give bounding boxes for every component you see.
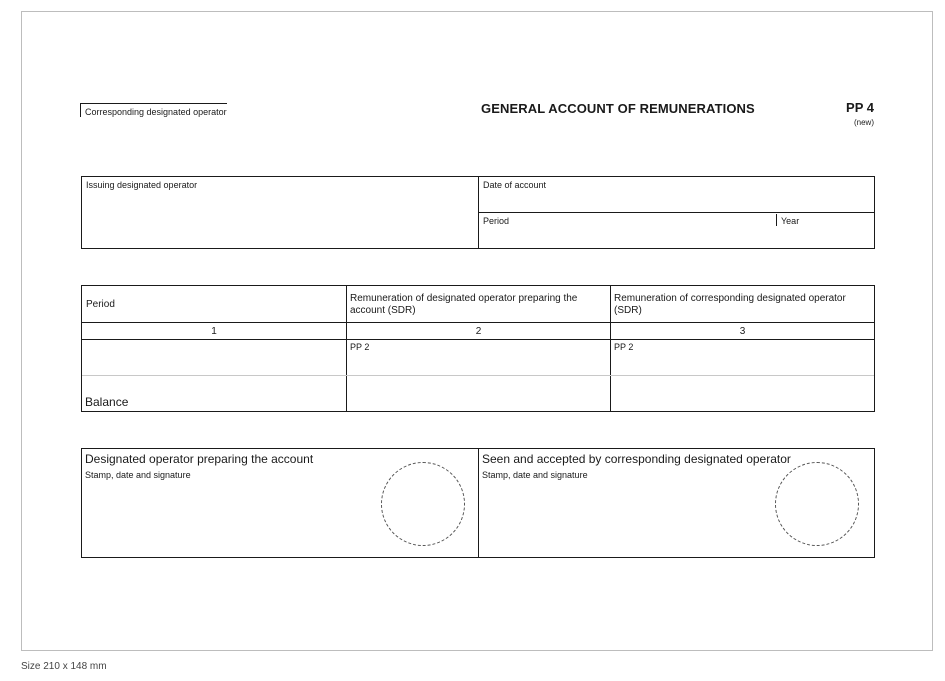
date-of-account-label: Date of account [483,180,547,190]
corresponding-operator-label: Corresponding designated operator [80,103,227,117]
signature-box [81,448,875,558]
stamp-circle-icon [775,462,859,546]
period-cell[interactable] [82,340,346,375]
balance-label: Balance [85,395,129,409]
year-field[interactable] [781,213,875,248]
size-note: Size 210 x 148 mm [21,661,107,672]
header-period: Period [86,299,115,310]
corresponding-operator-title: Seen and accepted by corresponding designated operator [482,452,791,466]
operator-details-box [81,176,875,249]
header-remuneration-corresponding: Remuneration of corresponding designated operator (SDR) [614,293,846,316]
corresponding-remuneration-cell[interactable] [611,340,874,375]
period-field[interactable] [479,213,777,248]
date-of-account-field[interactable] [479,177,874,213]
issuing-operator-field[interactable] [82,177,479,248]
form-code-note: (new) [853,118,874,127]
stamp-circle-icon [381,462,465,546]
year-label: Year [781,216,800,226]
preparing-operator-title: Designated operator preparing the account [85,452,314,466]
column-number-1: 1 [211,326,217,337]
header-remuneration-preparing: Remuneration of designated operator preparing the account (SDR) [350,293,578,316]
period-label: Period [483,216,510,226]
preparing-remuneration-cell[interactable] [347,340,610,375]
pp2-reference: PP 2 [614,342,634,352]
corresponding-operator-signature-area[interactable] [479,449,874,557]
balance-cell[interactable] [82,376,346,411]
remuneration-table [81,285,875,412]
form-page [21,11,933,651]
form-code: PP 4 [846,100,874,115]
year-divider [776,214,777,226]
column-number-2: 2 [475,326,482,337]
issuing-operator-label: Issuing designated operator [86,180,198,190]
preparing-operator-signature-area[interactable] [82,449,478,557]
column-number-3: 3 [739,326,746,337]
balance-preparing-cell[interactable] [347,376,610,411]
preparing-stamp-label: Stamp, date and signature [85,470,191,480]
corresponding-stamp-label: Stamp, date and signature [482,470,588,480]
pp2-reference: PP 2 [350,342,370,352]
form-title: GENERAL ACCOUNT OF REMUNERATIONS [481,101,755,116]
balance-corresponding-cell[interactable] [611,376,874,411]
